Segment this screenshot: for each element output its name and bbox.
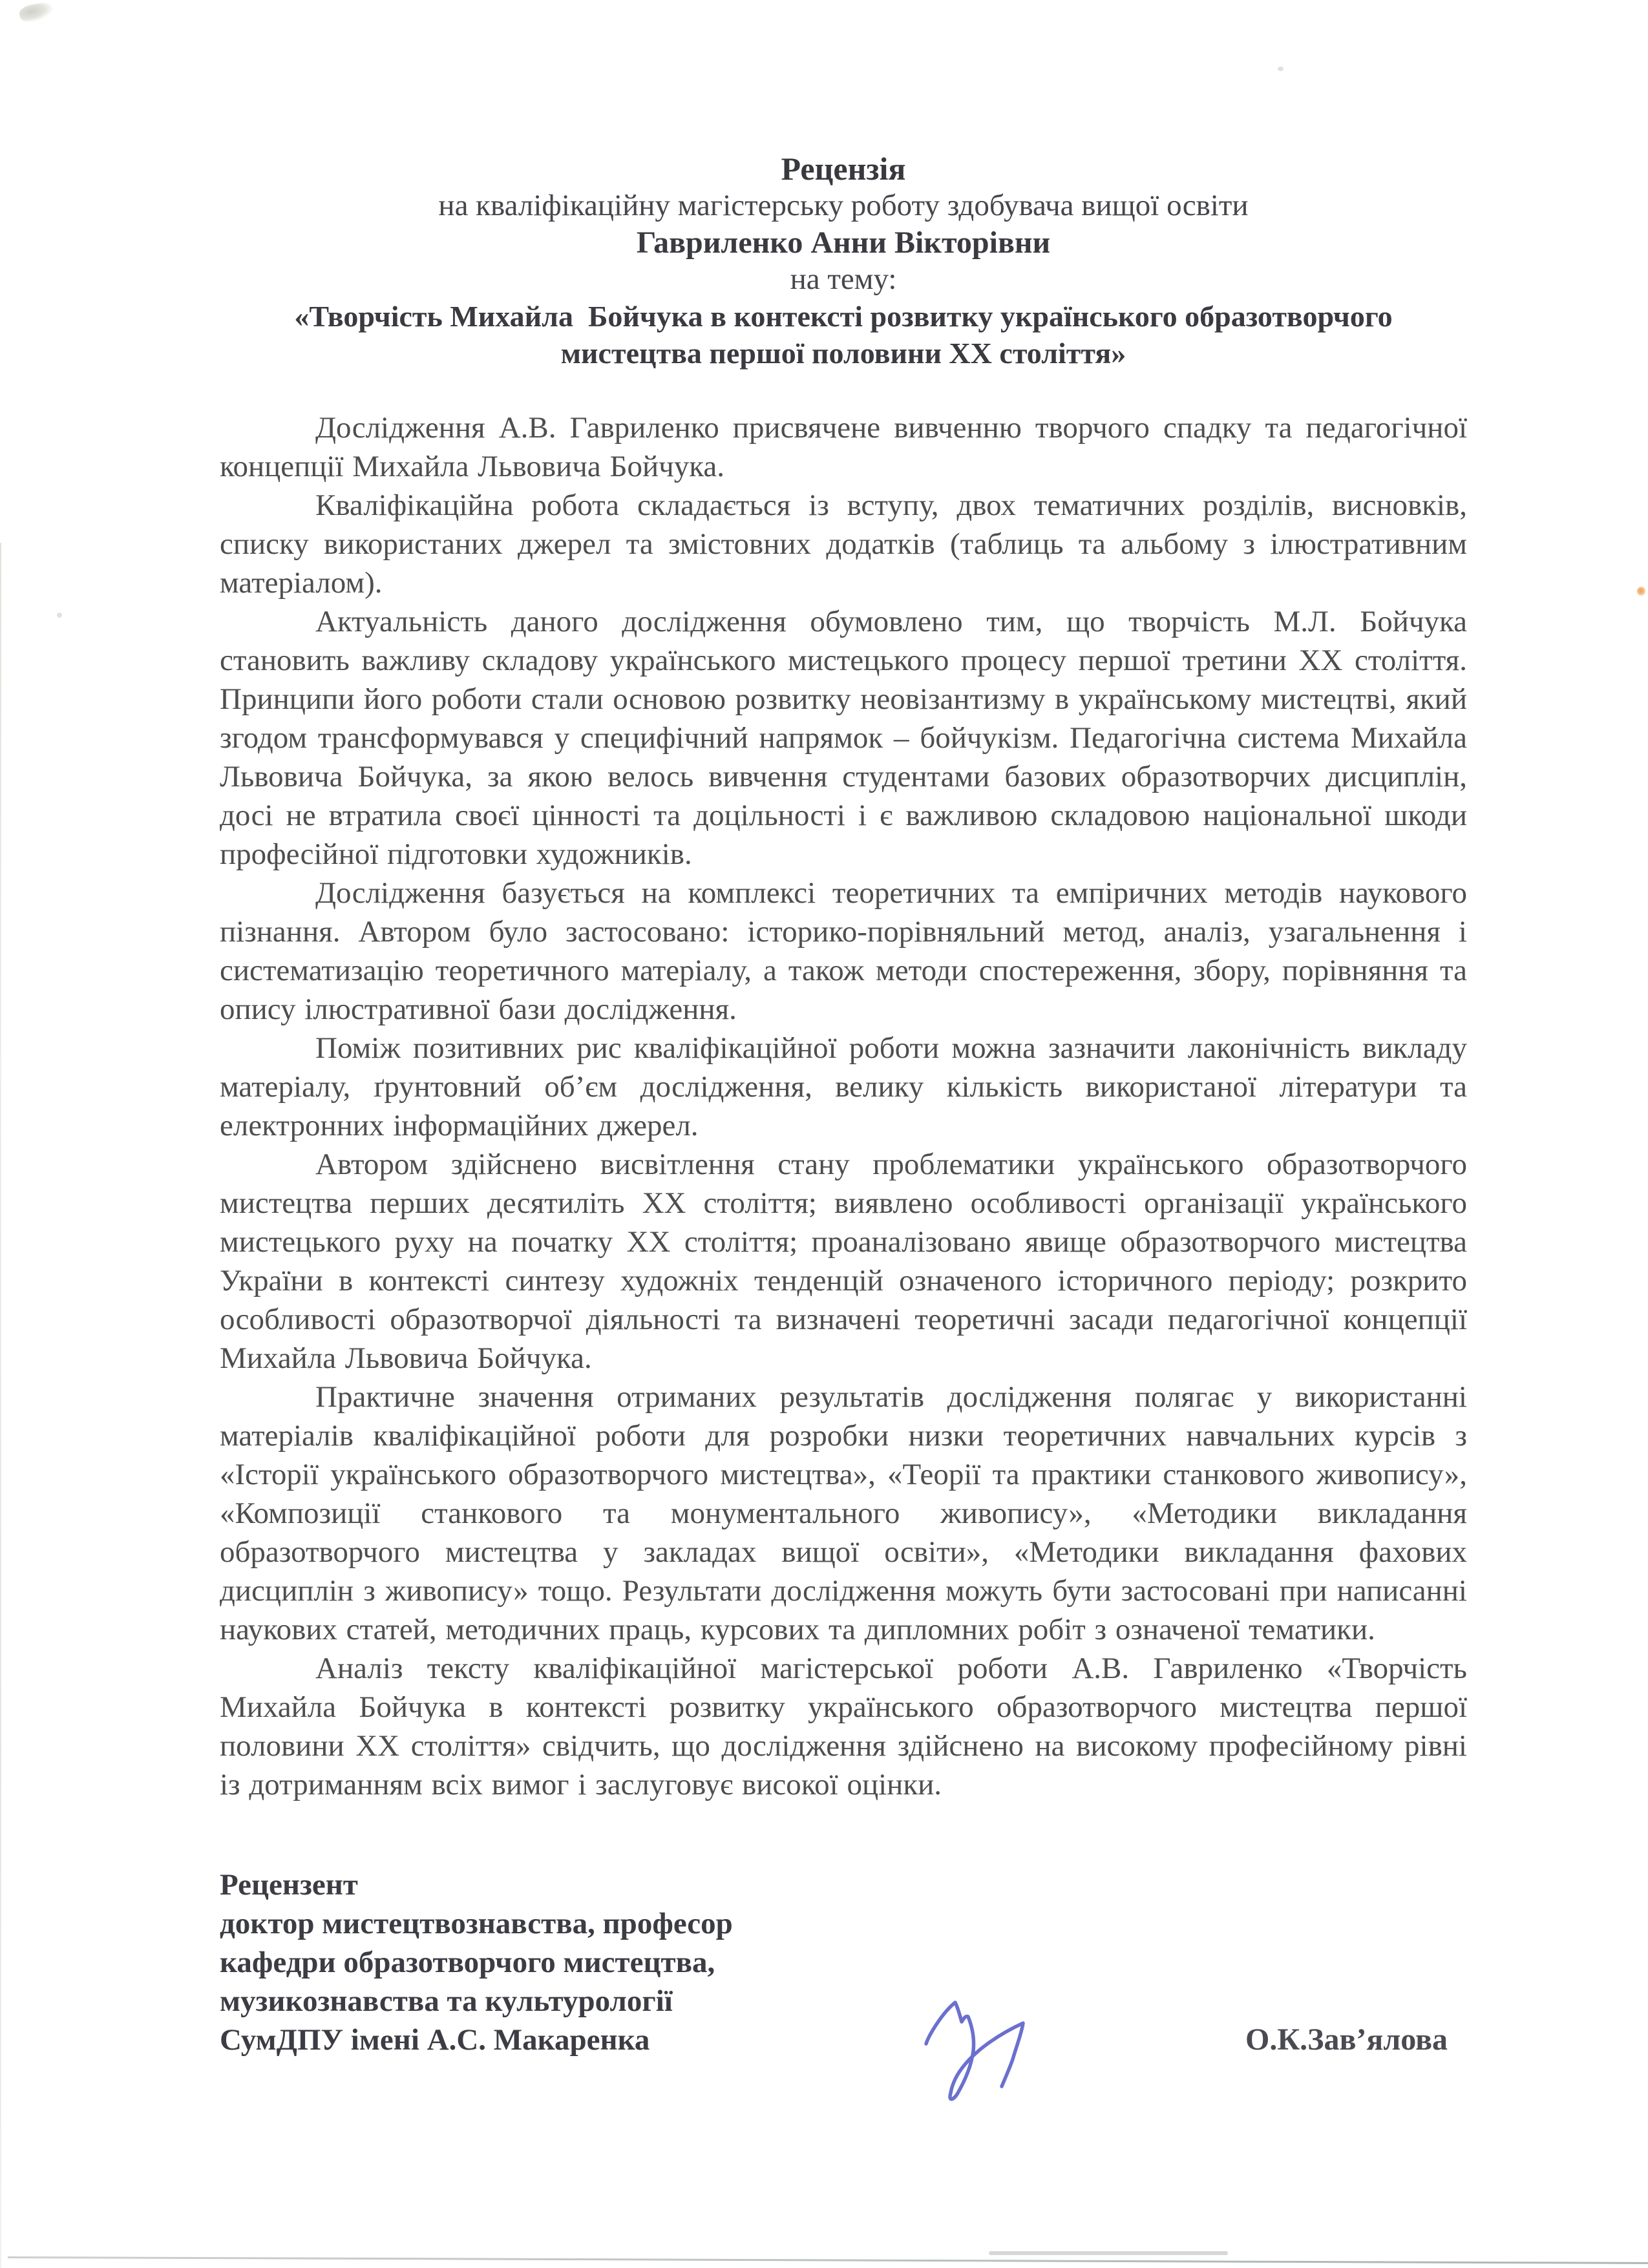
review-body xyxy=(220,408,1467,1804)
student-name: Гавриленко Анни Вікторівни xyxy=(636,226,1051,260)
thesis-topic-line: «Творчість Михайла Бойчука в контексті розвитку українського образотворчого xyxy=(294,300,1393,333)
paragraph: Кваліфікаційна робота складається із вступу, двох тематичних розділів, висновків, списку використаних джерел та змістовних додатків (таблиць та альбому з ілюстративним матеріалом). xyxy=(220,488,1467,600)
reviewer-block xyxy=(220,1865,1467,2059)
handwritten-signature xyxy=(892,1938,1041,2119)
document-subtitle: на кваліфікаційну магістерську роботу здобувача вищої освіти xyxy=(438,189,1249,222)
document-content xyxy=(220,151,1467,2059)
paragraph: Аналіз тексту кваліфікаційної магістерської роботи А.В. Гавриленко «Творчість Михайла Бойчука в контексті розвитку українського образотворчого мистецтва першої половини ХХ століття» свідчить, що дослідження здійснено на високому професійному рівні із дотриманням всіх вимог і заслуговує високої оцінки. xyxy=(220,1652,1467,1801)
reviewer-name: О.К.Зав’ялова xyxy=(1245,2022,1448,2057)
paragraph: Поміж позитивних рис кваліфікаційної роботи можна зазначити лаконічність викладу матеріалу, ґрунтовний об’єм дослідження, велику кількість використаної літератури та електронних інформаційних джерел. xyxy=(220,1031,1467,1142)
reviewer-role-label: Рецензент xyxy=(220,1868,358,1902)
scan-speck xyxy=(1278,67,1284,71)
paragraph: Дослідження А.В. Гавриленко присвячене вивченню творчого спадку та педагогічної концепції Михайла Львовича Бойчука. xyxy=(220,411,1467,483)
title-block xyxy=(220,151,1467,372)
reviewer-university: СумДПУ імені А.С. Макаренка xyxy=(220,2023,650,2057)
document-title: Рецензія xyxy=(781,151,906,187)
paragraph: Автором здійснено висвітлення стану проблематики українського образотворчого мистецтва перших десятиліть ХХ століття; виявлено особливості організації українського мистецького руху на початку ХХ століття; проаналізовано явище образотворчого мистецтва України в контексті синтезу художніх тенденцій означеного історичного періоду; розкрито особливості образотворчої діяльності та визначені теоретичні засади педагогічної концепції Михайла Львовича Бойчука. xyxy=(220,1148,1467,1375)
paragraph: Практичне значення отриманих результатів дослідження полягає у використанні матеріалів кваліфікаційної роботи для розробки низки теоретичних навчальних курсів з «Історії українського образотворчого мистецтва», «Теорії та практики станкового живопису», «Композиції станкового та монументального живопису», «Методики викладання образотворчого мистецтва у закладах вищої освіти», «Методики викладання фахових дисциплін з живопису» тощо. Результати дослідження можуть бути застосовані при написанні наукових статей, методичних праць, курсових та дипломних робіт з означеної тематики. xyxy=(220,1380,1467,1646)
scan-corner-smudge xyxy=(18,1,54,24)
paragraph: Актуальність даного дослідження обумовлено тим, що творчість М.Л. Бойчука становить важливу складову українського мистецького процесу першої третини ХХ століття. Принципи його роботи стали основою розвитку неовізантизму в українському мистецтві, який згодом трансформувався у специфічний напрямок – бойчукізм. Педагогічна система Михайла Львовича Бойчука, за якою велось вивчення студентами базових образотворчих дисциплін, досі не втратила своєї цінності та доцільності і є важливою складовою національної шкоди професійної підготовки художників. xyxy=(220,605,1467,871)
scan-page-edge xyxy=(0,543,1,2268)
reviewer-degree: доктор мистецтвознавства, професор xyxy=(220,1907,733,1940)
scan-speck-orange xyxy=(1637,587,1645,596)
scan-page-edge-line xyxy=(8,2256,1648,2264)
scan-smudge xyxy=(989,2251,1228,2255)
reviewer-department: кафедри образотворчого мистецтва, xyxy=(220,1946,715,1979)
reviewer-department: музикознавства та культурології xyxy=(220,1984,673,2018)
thesis-topic-line: мистецтва першої половини ХХ століття» xyxy=(560,337,1126,370)
paragraph: Дослідження базується на комплексі теоретичних та емпіричних методів наукового пізнання. Автором було застосовано: історико-порівняльний метод, аналіз, узагальнення і систематизацію теоретичного матеріалу, а також методи спостереження, збору, порівняння та опису ілюстративної бази дослідження. xyxy=(220,876,1467,1026)
scan-speck xyxy=(57,613,62,618)
on-topic-label: на тему: xyxy=(790,262,897,296)
